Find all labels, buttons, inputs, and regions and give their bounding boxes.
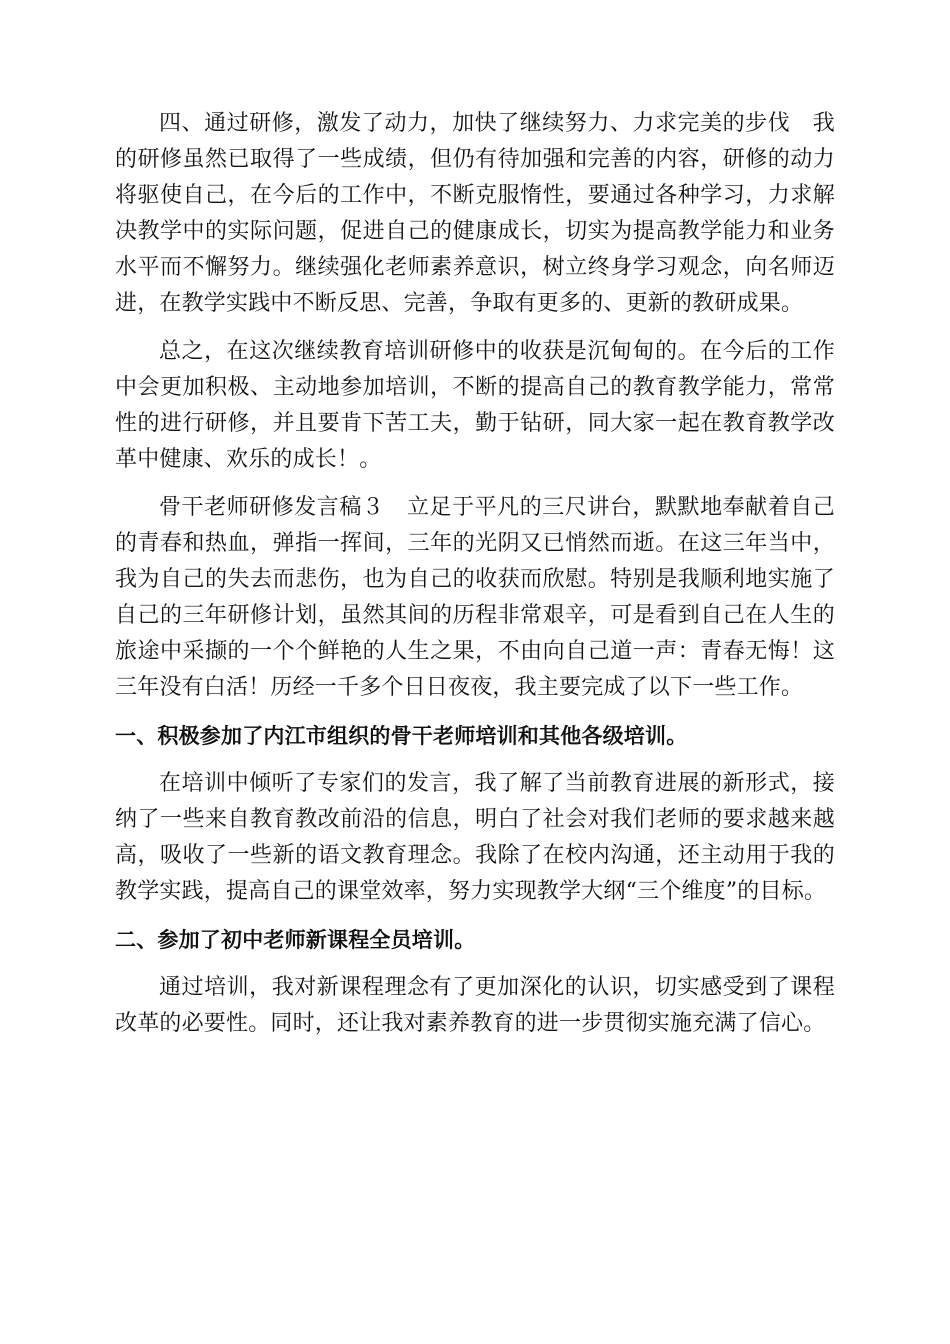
document-page — [115, 106, 835, 1054]
paragraph-training-experience: 在培训中倾听了专家们的发言，我了解了当前教育进展的新形式，接纳了一些来自教育教改前沿的信息，明白了社会对我们老师的要求越来越高，吸收了一些新的语文教育理念。我除了在校内沟通，还主动用于我的教学实践，提高自己的课堂效率，努力实现教学大纲“三个维度”的目标。 — [115, 771, 835, 904]
paragraph-summary: 总之，在这次继续教育培训研修中的收获是沉甸甸的。在今后的工作中会更加积极、主动地参加培训，不断的提高自己的教育教学能力，常常性的进行研修，并且要肯下苦工夫，勤于钻研，同大家一起在教育教学改革中健康、欢乐的成长！。 — [115, 339, 835, 472]
section-heading-1: 一、积极参加了内江市组织的骨干老师培训和其他各级培训。 — [115, 724, 688, 748]
paragraph-new-curriculum: 通过培训，我对新课程理念有了更加深化的认识，切实感受到了课程改革的必要性。同时，还让我对素养教育的进一步贯彻实施充满了信心。 — [115, 975, 835, 1036]
paragraph-speech-3-intro: 骨干老师研修发言稿３ 立足于平凡的三尺讲台，默默地奉献着自己的青春和热血，弹指一挥间，三年的光阴又已悄然而逝。在这三年当中，我为自己的失去而悲伤，也为自己的收获而欣慰。特别是我顺利地实施了自己的三年研修计划，虽然其间的历程非常艰辛，可是看到自己在人生的旅途中采撷的一个个鲜艳的人生之果，不由向自己道一声：青春无悔！这三年没有白活！历经一千多个日日夜夜，我主要完成了以下一些工作。 — [115, 495, 835, 700]
paragraph-research-motivation: 四、通过研修，激发了动力，加快了继续努力、力求完美的步伐 我的研修虽然已取得了一些成绩，但仍有待加强和完善的内容，研修的动力将驱使自己，在今后的工作中，不断克服惰性，要通过各种学习，力求解决教学中的实际问题，促进自己的健康成长，切实为提高教学能力和业务水平而不懈努力。继续强化老师素养意识，树立终身学习观念，向名师迈进，在教学实践中不断反思、完善，争取有更多的、更新的教研成果。 — [115, 111, 835, 316]
section-heading-2: 二、参加了初中老师新课程全员培训。 — [115, 928, 476, 952]
